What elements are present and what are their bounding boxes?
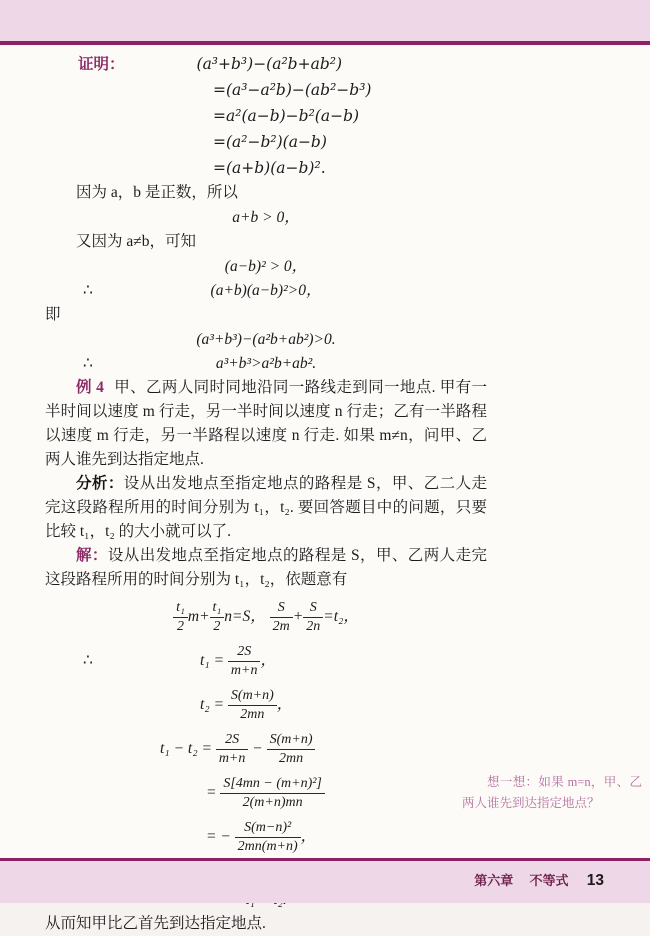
page-content [45,52,487,936]
solution-text: 设从出发地点至指定地点的路程是 S，甲、乙两人走完这段路程所用的时间分别为 t₁，t₂，依题意有 [45,547,487,588]
fraction: $\frac{\text{S[4mn − (m+n)²]}}{2(m+n)mn}$ [220,775,325,812]
proof-step: =(a³−a²b)−(ab²−b³) [213,81,372,99]
proof-text-line: 因为 a，b 是正数，所以 [76,184,238,201]
proof-text-line: 即 [45,306,61,323]
fraction: $\frac{S(m+n)}{2mn}$ [267,731,316,768]
therefore-symbol: ∴ [83,282,93,299]
proof-step: =(a+b)(a−b)². [213,159,326,177]
equation-row: = − $\frac{\text{S(m−n)²}}{2mn(m+n)}$ ， [206,820,317,854]
fraction: $\frac{S}{2n}$ [303,599,323,636]
analysis-paragraph [45,472,487,544]
proof-head-equation: (a³+b³)−(a²b+ab²) [196,55,343,73]
margin-note-think: 想一想：如果 m=n，甲、乙两人谁先到达指定地点？ [462,775,642,810]
conclusion-text-line: 从而知甲比乙首先到达指定地点. [45,915,266,932]
footer-section: 不等式 [529,873,569,888]
fraction: $\frac{\text{t₁}}{2}$ [173,599,188,636]
footer-chapter: 第六章 [474,873,514,888]
fraction: $\frac{\text{S(m−n)²}}{2mn(m+n)}$ [235,819,301,856]
centered-equation: (a+b)(a−b)²>0， [210,282,322,299]
equation-row: ∴ t₁ = $\frac{2S}{m+n}$ ， [83,644,276,678]
example4-text: 甲、乙两人同时同地沿同一路线走到同一地点. 甲有一半时间以速度 m 行走，另一半时间以速度 n 行走；乙有一半路程以速度 m 行走，另一半路程以速度 n 行走. 如果 m≠n，问甲、乙两人谁先到达指定地点. [45,379,487,468]
equation-row: t₁ − t₂ = $\frac{2S}{m+n}$ − $\frac{S(m+n)}{2mn}$ [160,731,487,768]
equation-row: t₂ = $\frac{S(m+n)}{2mn}$ ， [200,688,293,722]
solution-equations [45,599,487,856]
proof-step: =(a²−b²)(a−b) [213,133,327,151]
footer-page-number: 13 [586,872,604,889]
solution-paragraph [45,544,487,592]
therefore-row [45,279,487,302]
fraction: $\frac{2S}{m+n}$ [216,731,249,768]
fraction: $\frac{\text{t₁}}{2}$ [210,599,225,636]
equation-row: = $\frac{\text{S[4mn − (m+n)²]}}{2(m+n)mn}$ [206,775,487,812]
example4-label: 例 4 [76,379,104,396]
top-border-band [0,0,650,45]
centered-equation: a³+b³>a²b+ab². [215,355,317,372]
analysis-label: 分析： [76,475,124,492]
therefore-symbol: ∴ [83,355,93,372]
equation-row: $\frac{\text{t₁}}{2}$ m+ $\frac{\text{t₁}}{2}$ n=S， $\frac{S}{2m}$ + $\frac{S}{2n}$ =t₂， [45,599,487,636]
centered-equation: (a−b)² > 0， [224,258,308,275]
fraction: $\frac{S(m+n)}{2mn}$ [228,687,277,724]
solution-label: 解： [76,547,108,564]
fraction: $\frac{2S}{m+n}$ [228,643,261,680]
fraction: $\frac{S}{2m}$ [270,599,293,636]
proof-step: =a²(a−b)−b²(a−b) [213,107,360,125]
proof-label: 证明： [78,56,125,73]
page-footer [474,870,604,890]
therefore-row [45,352,487,375]
analysis-text: 设从出发地点至指定地点的路程是 S，甲、乙二人走完这段路程所用的时间分别为 t₁，t₂. 要回答题目中的问题，只要比较 t₁，t₂ 的大小就可以了. [45,475,487,540]
centered-equation: a+b > 0， [232,209,300,226]
example4-paragraph [45,376,487,472]
proof-header [45,52,487,77]
bottom-border-band [0,858,650,903]
proof-text-line: 又因为 a≠b，可知 [76,233,197,250]
therefore-symbol: ∴ [83,652,93,669]
centered-equation: (a³+b³)−(a²b+ab²)>0. [196,331,336,348]
